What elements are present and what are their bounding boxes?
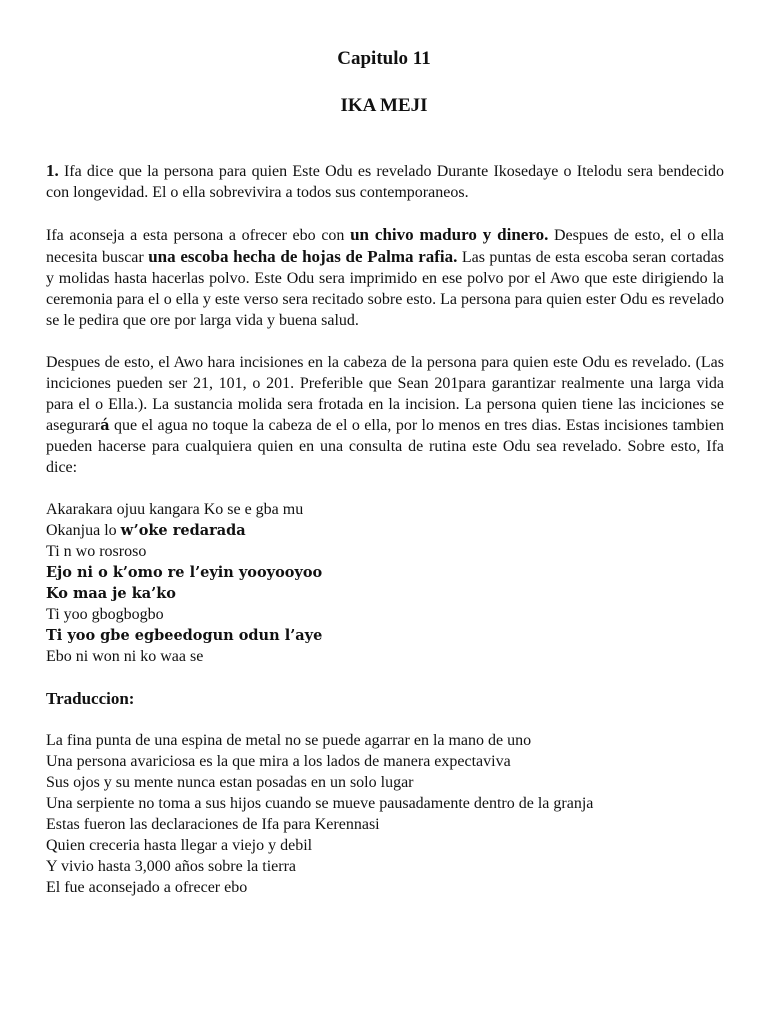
paragraph-3-bold: á [100, 417, 110, 434]
paragraph-2-text-b: Despues de esto, el o ella necesita buscar [46, 227, 724, 266]
verse-bold-text: Ko maa je ka’ko [46, 585, 176, 602]
translation-heading: Traduccion: [46, 689, 135, 708]
verse-bold-text: Ti yoo gbe egbeedogun odun l’aye [46, 627, 323, 644]
translation-line: Quien creceria hasta llegar a viejo y debil [46, 837, 313, 854]
translation-line: El fue aconsejado a ofrecer ebo [46, 879, 248, 896]
paragraph-1 [46, 160, 724, 203]
paragraph-3-text-a: Despues de esto, el Awo hara incisiones en la cabeza de la persona para quien este Odu es revelado. (Las inciciones pueden ser 21, 101, o 201. Preferible que Sean 201para garantizar realmente una larga vida para el o Ella.). La sustancia molida sera frotada en la incision. La persona quien tiene las inciciones se asegurar [46, 354, 724, 434]
translation-block [46, 730, 724, 898]
translation-line: Sus ojos y su mente nunca estan posadas en un solo lugar [46, 774, 414, 791]
document-body [46, 160, 724, 898]
paragraph-3 [46, 352, 724, 478]
translation-line: Estas fueron las declaraciones de Ifa para Kerennasi [46, 816, 380, 833]
translation-line: Una serpiente no toma a sus hijos cuando se mueve pausadamente dentro de la granja [46, 795, 594, 812]
verse-line [46, 646, 724, 667]
translation-line: Una persona avariciosa es la que mira a los lados de manera expectaviva [46, 753, 511, 770]
verse-line [46, 604, 724, 625]
paragraph-2-bold-a: un chivo maduro y dinero. [350, 225, 549, 244]
paragraph-2-text-c: Las puntas de esta escoba seran cortadas y molidas hasta hacerlas polvo. Este Odu sera imprimido en ese polvo por el Awo que este dirigiendo la ceremonia para el o ella y este verso sera recitado sobre esto. La persona para quien ester Odu es revelado se le pedira que ore por larga vida y buena salud. [46, 249, 725, 329]
verse-line [46, 583, 724, 604]
translation-line: Y vivio hasta 3,000 años sobre la tierra [46, 858, 297, 875]
chapter-heading: Capitulo 11 [337, 48, 431, 69]
translation-line: La fina punta de una espina de metal no se puede agarrar en la mano de uno [46, 732, 532, 749]
verse-line [46, 625, 724, 646]
verse-line [46, 499, 724, 520]
paragraph-2-text-a: Ifa aconseja a esta persona a ofrecer ebo con [46, 227, 351, 244]
yoruba-verse [46, 499, 724, 667]
verse-line [46, 541, 724, 562]
paragraph-3-text-b: que el agua no toque la cabeza de el o ella, por lo menos en tres dias. Estas incisiones tambien pueden hacerse para cualquiera quien en una consulta de rutina este Odu sea revelado. Sobre esto, Ifa dice: [46, 417, 724, 476]
verse-text: Ebo ni won ni ko waa se [46, 648, 204, 665]
verse-line [46, 562, 724, 583]
verse-bold-text: w’oke redarada [120, 522, 246, 539]
verse-text: Okanjua lo [46, 522, 121, 539]
verse-line [46, 520, 724, 541]
verse-text: Ti yoo gbogbogbo [46, 606, 164, 623]
paragraph-2 [46, 224, 724, 331]
verse-text: Akarakara ojuu kangara Ko se e gba mu [46, 501, 304, 518]
paragraph-1-text: Ifa dice que la persona para quien Este Odu es revelado Durante Ikosedaye o Itelodu sera bendecido con longevidad. El o ella sobrevivira a todos sus contemporaneos. [46, 163, 724, 201]
section-title: IKA MEJI [340, 95, 428, 116]
paragraph-2-bold-b: una escoba hecha de hojas de Palma rafia. [148, 247, 458, 266]
paragraph-number: 1. [46, 161, 59, 180]
verse-text: Ti n wo rosroso [46, 543, 147, 560]
verse-bold-text: Ejo ni o k’omo re l’eyin yooyooyoo [46, 564, 323, 581]
